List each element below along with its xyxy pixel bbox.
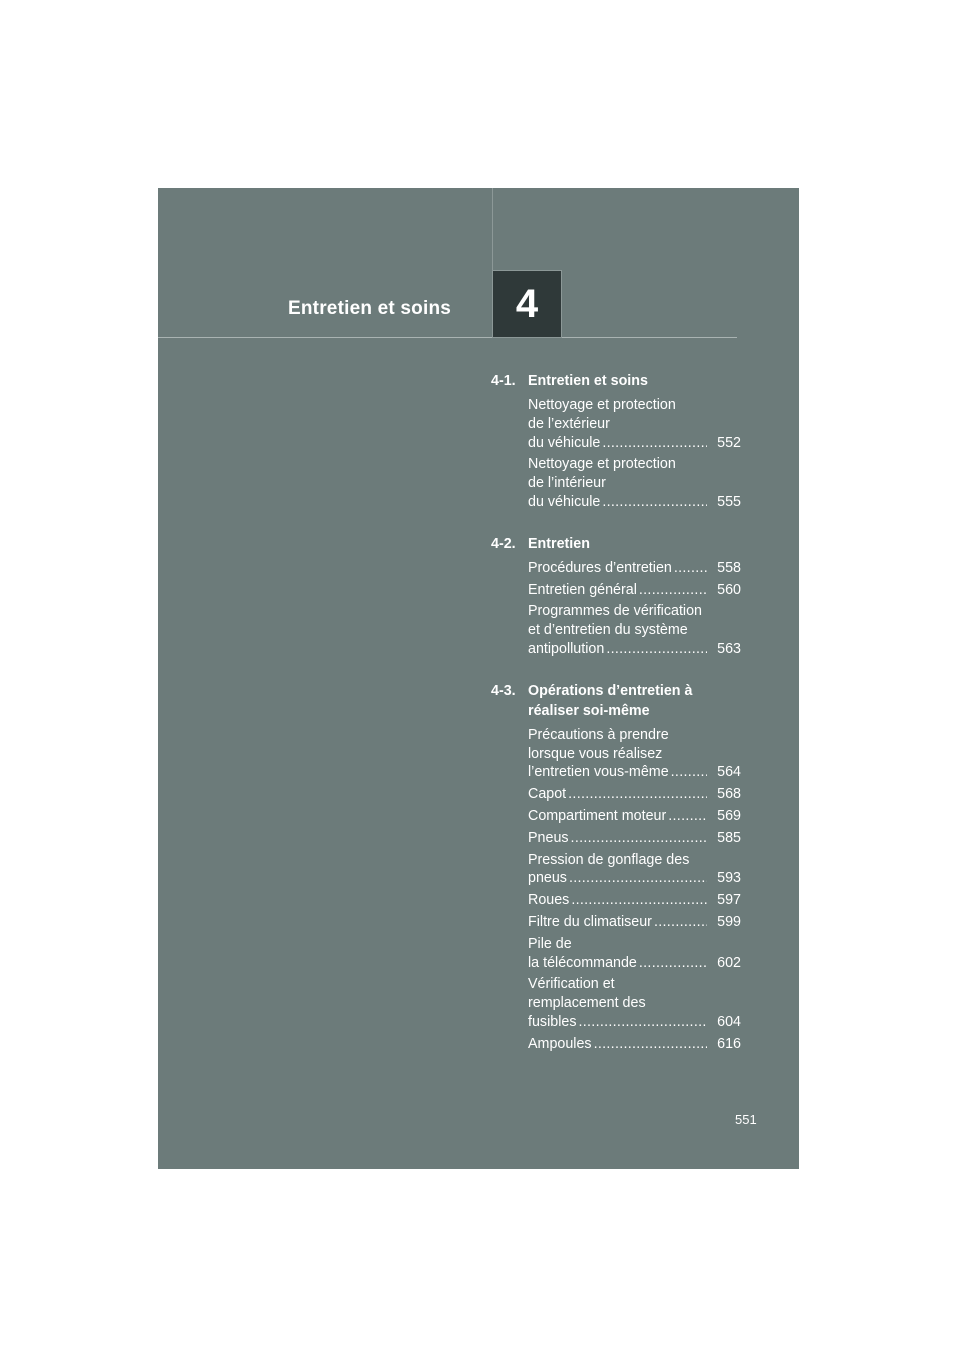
- entry-title-line: Nettoyage et protection: [528, 456, 676, 473]
- entry-title-line: Vérification et: [528, 976, 615, 993]
- entry-title-text: pneus: [528, 870, 567, 887]
- entry-title: [528, 851, 707, 889]
- section-number: 4-2.: [491, 535, 516, 552]
- entry-title-text: la télécommande: [528, 954, 637, 971]
- section-number: 4-3.: [491, 682, 516, 699]
- dot-leader: [671, 763, 707, 782]
- entry-page-number: 585: [717, 829, 741, 846]
- entry-title: [528, 726, 707, 782]
- dot-leader: [654, 913, 707, 932]
- toc-entry[interactable]: [528, 913, 741, 932]
- toc-section: [491, 534, 741, 659]
- section-heading: [491, 534, 741, 554]
- section-title: [528, 371, 741, 391]
- entry-title: [528, 1035, 707, 1054]
- entry-title-line: de l’extérieur: [528, 415, 610, 432]
- entry-title-text: Entretien général: [528, 581, 637, 598]
- entry-title-last-line: [528, 581, 707, 600]
- entry-title-last-line: [528, 559, 707, 578]
- section-number: 4-1.: [491, 373, 516, 389]
- chapter-number-box: [492, 270, 562, 338]
- entry-title-last-line: [528, 763, 707, 782]
- entry-page-number: 564: [717, 764, 741, 781]
- entry-title: [528, 581, 707, 600]
- page-number: 551: [735, 1112, 757, 1127]
- entry-title-text: Roues: [528, 892, 570, 909]
- toc-entry[interactable]: [528, 935, 741, 973]
- section-heading: [491, 371, 741, 391]
- dot-leader: [571, 891, 707, 910]
- dot-leader: [569, 869, 707, 888]
- toc-entry[interactable]: [528, 396, 741, 452]
- toc-section: [491, 371, 741, 512]
- entry-title-text: Pneus: [528, 829, 569, 846]
- entry-title-line: remplacement des: [528, 995, 646, 1012]
- entry-title-text: l’entretien vous-même: [528, 764, 669, 781]
- toc-section: [491, 681, 741, 1054]
- toc-entry[interactable]: [528, 726, 741, 782]
- toc-entry[interactable]: [528, 1035, 741, 1054]
- entry-title-last-line: [528, 640, 707, 659]
- table-of-contents: [491, 371, 741, 1076]
- entry-title-text: du véhicule: [528, 434, 601, 451]
- entry-page-number: 604: [717, 1013, 741, 1030]
- toc-entry[interactable]: [528, 559, 741, 578]
- entry-title-text: Ampoules: [528, 1035, 592, 1052]
- section-title: [528, 681, 741, 721]
- entry-title: [528, 602, 707, 658]
- entry-title-last-line: [528, 785, 707, 804]
- entry-title-last-line: [528, 913, 707, 932]
- entry-title: [528, 891, 707, 910]
- entry-title: [528, 785, 707, 804]
- dot-leader: [606, 640, 707, 659]
- dot-leader: [602, 493, 707, 512]
- entry-title-text: Filtre du climatiseur: [528, 913, 652, 930]
- toc-entry[interactable]: [528, 891, 741, 910]
- toc-entry[interactable]: [528, 602, 741, 658]
- dot-leader: [668, 807, 707, 826]
- entry-title-last-line: [528, 869, 707, 888]
- entry-title-last-line: [528, 434, 707, 453]
- toc-entry[interactable]: [528, 455, 741, 511]
- entry-page-number: 563: [717, 640, 741, 657]
- dot-leader: [602, 434, 707, 453]
- divider-horizontal: [158, 337, 737, 338]
- entry-title-line: lorsque vous réalisez: [528, 745, 663, 762]
- entry-title-last-line: [528, 1013, 707, 1032]
- toc-entry[interactable]: [528, 851, 741, 889]
- entry-title-last-line: [528, 1035, 707, 1054]
- entry-page-number: 616: [717, 1035, 741, 1052]
- entry-title-line: et d’entretien du système: [528, 622, 688, 639]
- section-title-line: Entretien: [528, 535, 590, 552]
- section-title-line: Opérations d’entretien à: [528, 682, 693, 699]
- entry-title-text: Capot: [528, 786, 567, 803]
- chapter-title: Entretien et soins: [288, 298, 452, 319]
- entry-title: [528, 559, 707, 578]
- entry-title-text: fusibles: [528, 1013, 577, 1030]
- entry-title-line: Nettoyage et protection: [528, 397, 676, 413]
- section-heading: [491, 681, 741, 721]
- dot-leader: [639, 954, 707, 973]
- entry-title-last-line: [528, 493, 707, 512]
- entry-page-number: 555: [717, 493, 741, 510]
- section-title-line: Entretien et soins: [528, 373, 648, 389]
- entry-page-number: 568: [717, 786, 741, 803]
- entry-page-number: 602: [717, 954, 741, 971]
- entry-page-number: 560: [717, 581, 741, 598]
- entry-page-number: 593: [717, 870, 741, 887]
- entry-title: [528, 935, 707, 973]
- entry-title: [528, 455, 707, 511]
- toc-entry[interactable]: [528, 581, 741, 600]
- entry-title-last-line: [528, 954, 707, 973]
- entry-title-line: Programmes de vérification: [528, 603, 703, 620]
- divider-vertical: [492, 188, 493, 270]
- entry-title-line: Précautions à prendre: [528, 726, 669, 743]
- chapter-panel: [158, 188, 799, 1169]
- entry-title-text: Procédures d’entretien: [528, 559, 672, 576]
- entry-title: [528, 807, 707, 826]
- entry-page-number: 599: [717, 913, 741, 930]
- entry-title-line: Pile de: [528, 935, 572, 952]
- dot-leader: [571, 829, 707, 848]
- toc-entry[interactable]: [528, 829, 741, 848]
- entry-title-line: de l’intérieur: [528, 475, 606, 492]
- entry-title-text: Compartiment moteur: [528, 807, 667, 824]
- toc-entry[interactable]: [528, 975, 741, 1031]
- entry-title-line: Pression de gonflage des: [528, 851, 690, 868]
- dot-leader: [674, 559, 707, 578]
- section-title: [528, 534, 741, 554]
- entry-title: [528, 913, 707, 932]
- entry-title-last-line: [528, 829, 707, 848]
- dot-leader: [594, 1035, 707, 1054]
- entry-page-number: 558: [717, 559, 741, 576]
- entry-page-number: 597: [717, 892, 741, 909]
- entry-title: [528, 396, 707, 452]
- dot-leader: [639, 581, 707, 600]
- entry-title-text: du véhicule: [528, 493, 601, 510]
- dot-leader: [568, 785, 707, 804]
- entry-page-number: 552: [717, 434, 741, 451]
- entry-page-number: 569: [717, 807, 741, 824]
- entry-title: [528, 829, 707, 848]
- entry-title-text: antipollution: [528, 640, 605, 657]
- entry-title-last-line: [528, 891, 707, 910]
- toc-entry[interactable]: [528, 785, 741, 804]
- chapter-number: 4: [515, 281, 539, 326]
- section-title-line: réaliser soi-même: [528, 702, 650, 719]
- entry-title: [528, 975, 707, 1031]
- dot-leader: [578, 1013, 707, 1032]
- toc-entry[interactable]: [528, 807, 741, 826]
- entry-title-last-line: [528, 807, 707, 826]
